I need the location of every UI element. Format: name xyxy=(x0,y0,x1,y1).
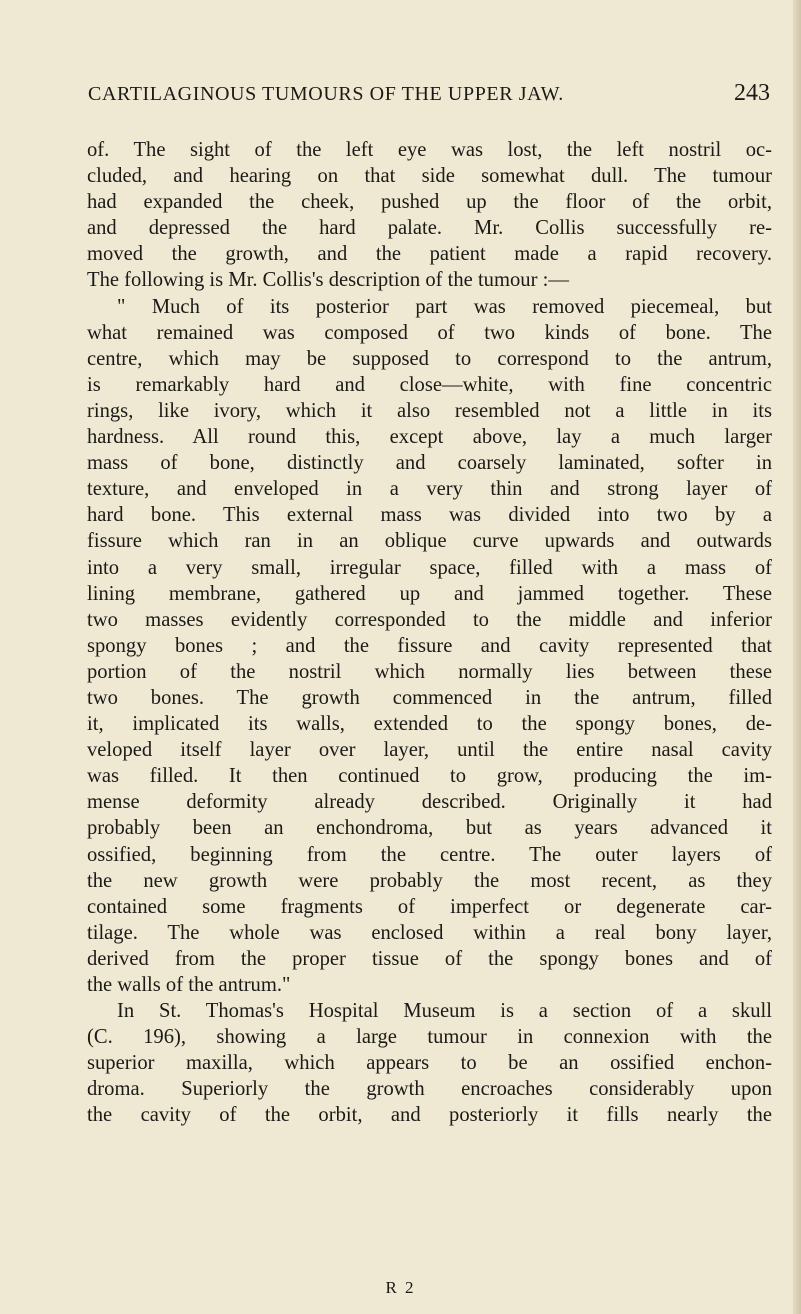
text-line: was filled. It then continued to grow, producing the im- xyxy=(87,765,772,788)
text-line: hard bone. This external mass was divided into two by a xyxy=(87,504,772,527)
text-line: cluded, and hearing on that side somewhat dull. The tumour xyxy=(87,165,772,188)
text-line: derived from the proper tissue of the spongy bones and of xyxy=(87,947,772,970)
text-line: two masses evidently corresponded to the middle and inferior xyxy=(87,608,772,631)
text-line: probably been an enchondroma, but as years advanced it xyxy=(87,817,772,840)
text-line: texture, and enveloped in a very thin and strong layer of xyxy=(87,478,772,501)
body-text xyxy=(87,137,772,1129)
text-line: moved the growth, and the patient made a rapid recovery. xyxy=(87,243,772,266)
text-line: spongy bones ; and the fissure and cavity represented that xyxy=(87,634,772,657)
text-line: of. The sight of the left eye was lost, the left nostril oc- xyxy=(87,139,772,161)
text-line: what remained was composed of two kinds of bone. The xyxy=(87,321,772,344)
text-line: it, implicated its walls, extended to the spongy bones, de- xyxy=(87,713,772,736)
text-line: " Much of its posterior part was removed piecemeal, but xyxy=(117,295,772,318)
text-line: veloped itself layer over layer, until the entire nasal cavity xyxy=(87,739,772,762)
page-header xyxy=(88,80,770,113)
text-line: hardness. All round this, except above, lay a much larger xyxy=(87,426,772,449)
text-line: had expanded the cheek, pushed up the floor of the orbit, xyxy=(87,191,772,214)
text-line: superior maxilla, which appears to be an ossified enchon- xyxy=(87,1052,772,1075)
page-edge-shadow xyxy=(793,0,801,1314)
text-line: and depressed the hard palate. Mr. Collis successfully re- xyxy=(87,217,772,240)
text-line: the walls of the antrum." xyxy=(87,974,291,996)
text-line: The following is Mr. Collis's description of the tumour :— xyxy=(87,269,569,292)
page-number: 243 xyxy=(734,80,770,106)
text-line: fissure which ran in an oblique curve upwards and outwards xyxy=(87,530,772,553)
text-line: mense deformity already described. Originally it had xyxy=(87,791,772,814)
text-line: lining membrane, gathered up and jammed together. These xyxy=(87,582,772,605)
text-line: two bones. The growth commenced in the antrum, filled xyxy=(87,686,772,709)
text-line: droma. Superiorly the growth encroaches considerably upon xyxy=(87,1078,772,1101)
text-line: tilage. The whole was enclosed within a real bony layer, xyxy=(87,921,772,944)
text-line: mass of bone, distinctly and coarsely laminated, softer in xyxy=(87,452,772,475)
text-line: into a very small, irregular space, filled with a mass of xyxy=(87,556,772,579)
text-line: ossified, beginning from the centre. The outer layers of xyxy=(87,843,772,866)
text-line: rings, like ivory, which it also resembled not a little in its xyxy=(87,399,772,422)
signature-mark: R 2 xyxy=(385,1278,416,1297)
text-line: the new growth were probably the most recent, as they xyxy=(87,869,772,892)
text-line: portion of the nostril which normally lies between these xyxy=(87,660,772,683)
text-line: (C. 196), showing a large tumour in connexion with the xyxy=(87,1026,772,1049)
text-line: is remarkably hard and close—white, with fine concentric xyxy=(87,373,772,396)
running-head: CARTILAGINOUS TUMOURS OF THE UPPER JAW. xyxy=(88,83,564,105)
text-line: contained some fragments of imperfect or degenerate car- xyxy=(87,895,772,918)
text-line: the cavity of the orbit, and posteriorly it fills nearly the xyxy=(87,1104,772,1127)
text-line: In St. Thomas's Hospital Museum is a section of a skull xyxy=(117,1000,772,1023)
text-line: centre, which may be supposed to correspond to the antrum, xyxy=(87,347,772,370)
